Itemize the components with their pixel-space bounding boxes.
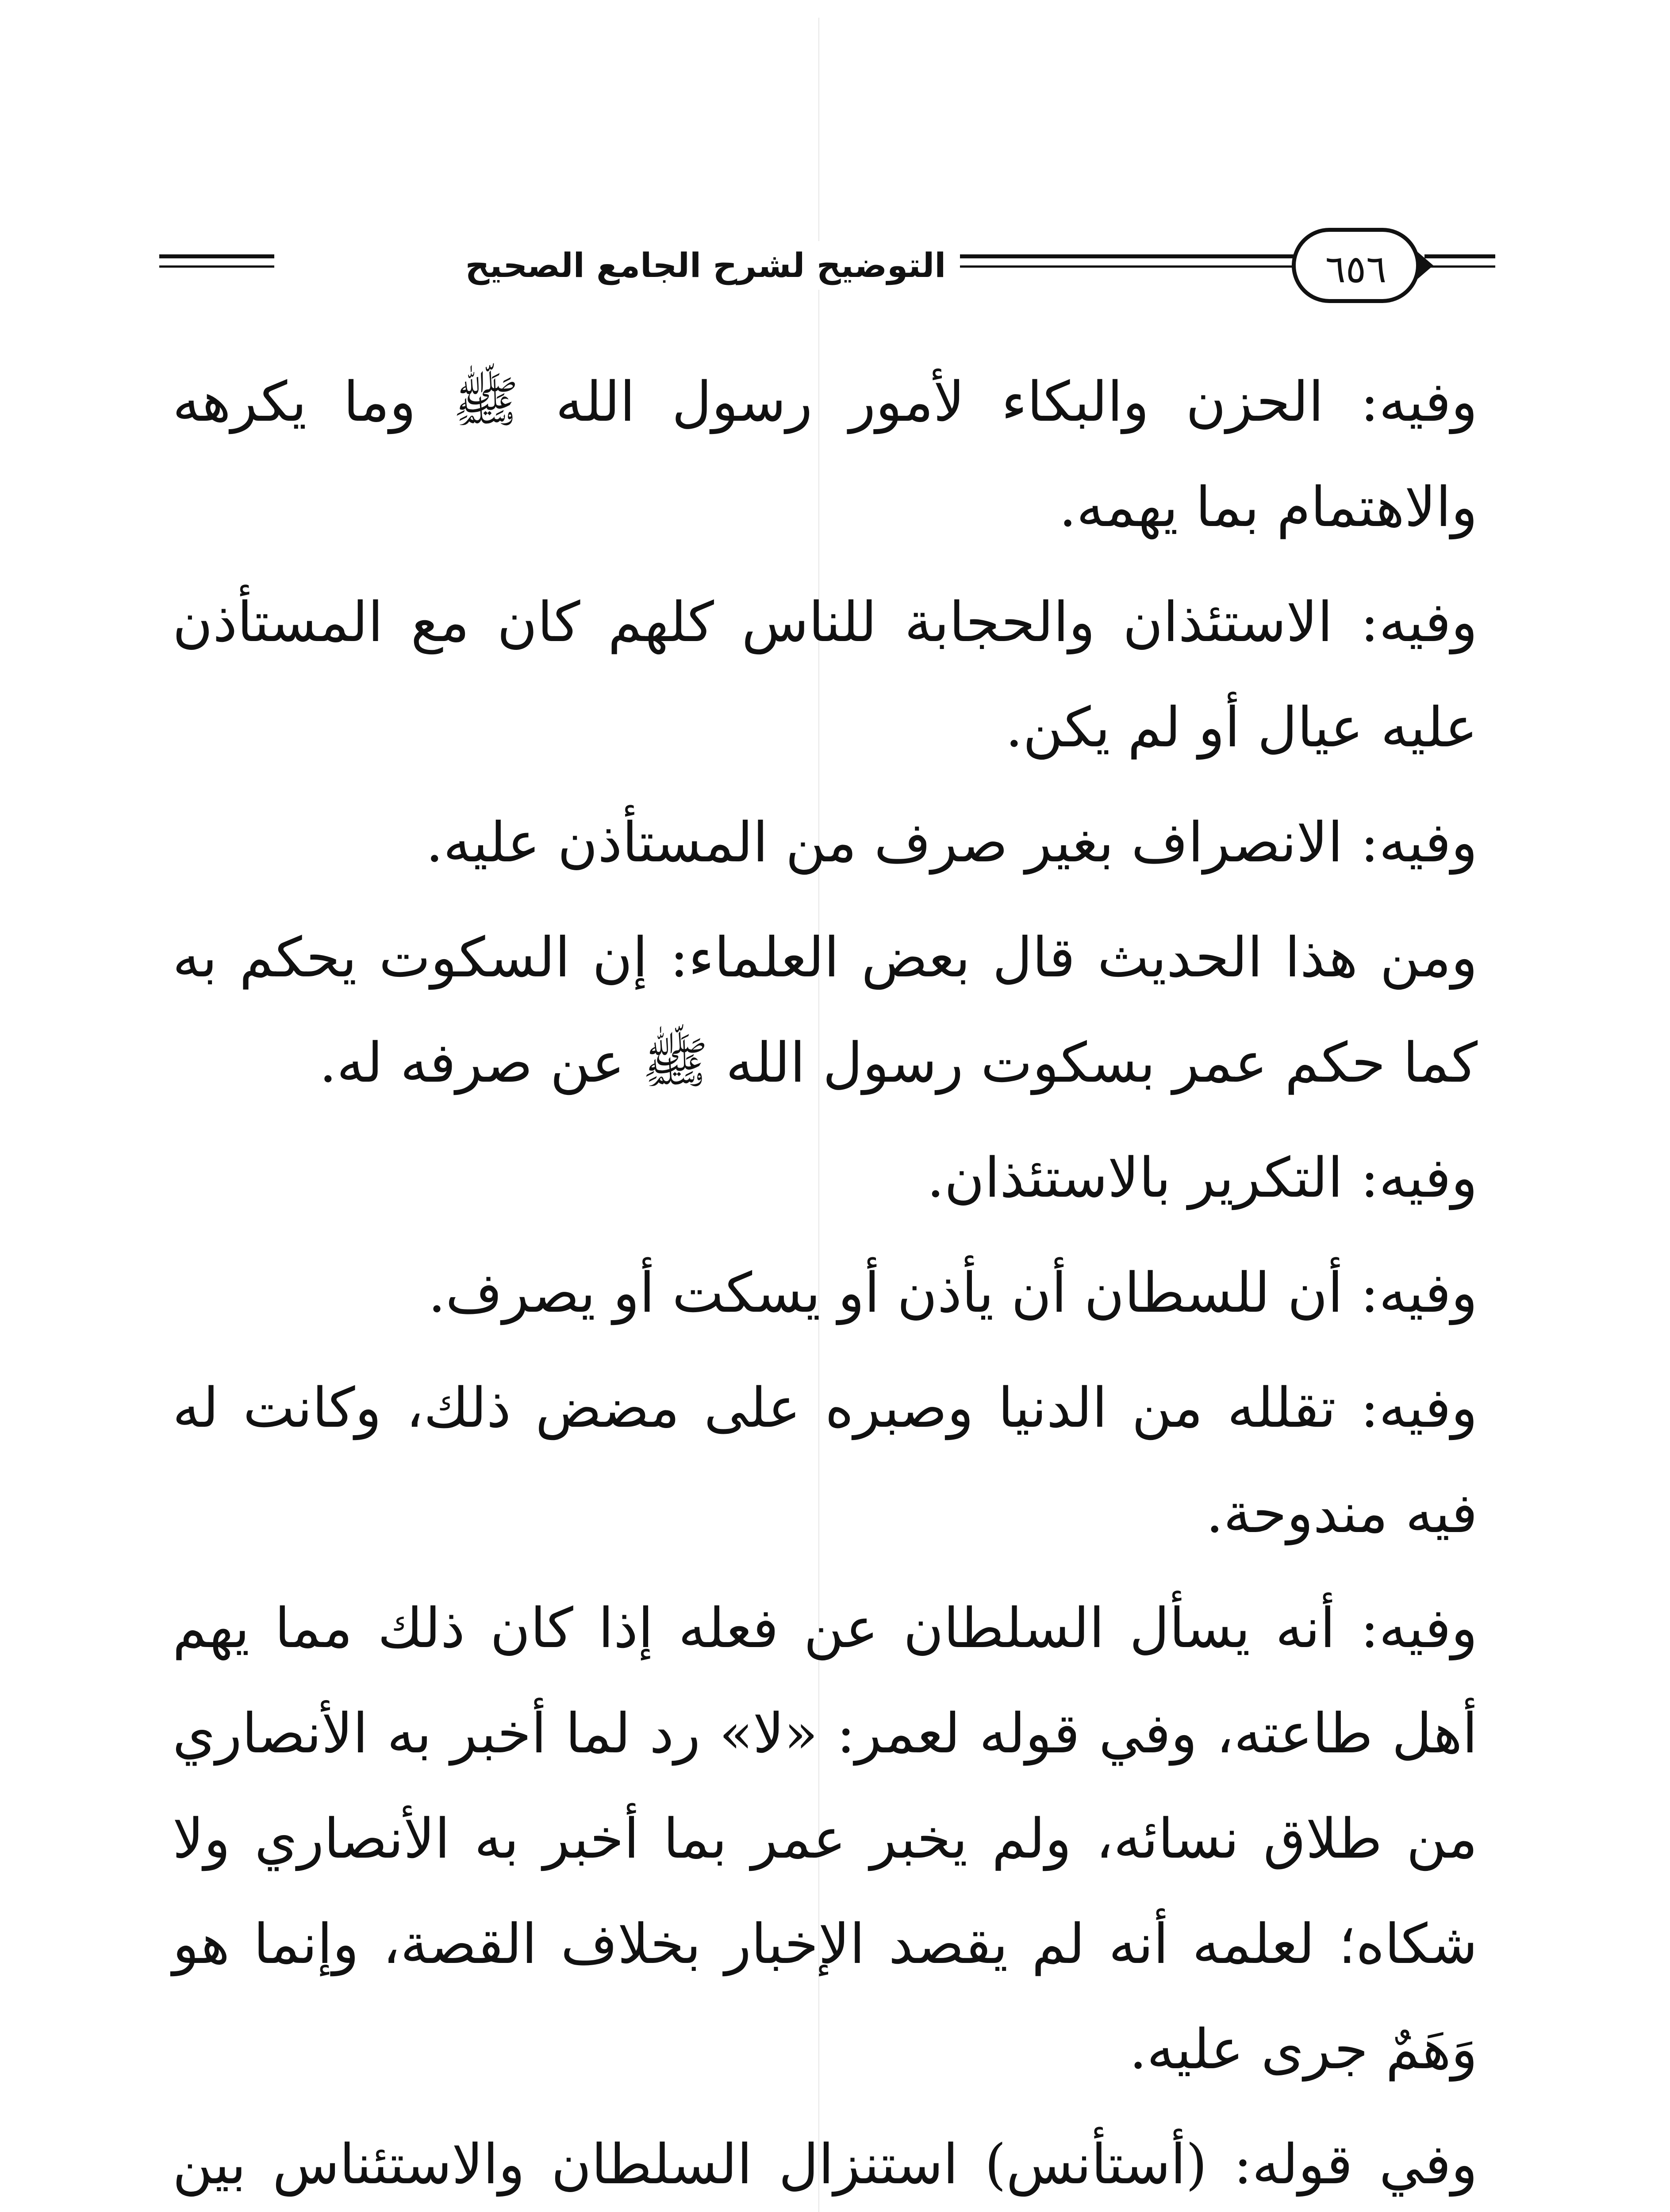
paragraph-1: وفيه: الحزن والبكاء لأمور رسول الله ﷺ وما يكرهه والاهتمام بما يهمه. [173, 370, 1478, 539]
paragraph-5: وفيه: التكرير بالاستئذان. [927, 1146, 1478, 1210]
paragraph-4: ومن هذا الحديث قال بعض العلماء: إن السكوت يحكم به كما حكم عمر بسكوت رسول الله ﷺ عن صرفه له. [173, 926, 1478, 1095]
header-rule-left-bottom [159, 265, 274, 268]
paragraph-8: وفيه: أنه يسأل السلطان عن فعله إذا كان ذلك مما يهم أهل طاعته، وفي قوله لعمر: «لا» رد لما أخبر به الأنصاري من طلاق نسائه، ولم يخبر عمر بما أخبر به الأنصاري ولا شكاه؛ لعلمه أنه لم يقصد الإخبار بخلاف القصة، وإنما هو وَهَمٌ جرى عليه. [173, 1597, 1478, 2081]
header-rule-right-top [1424, 254, 1495, 258]
paragraph-6: وفيه: أن للسطان أن يأذن أو يسكت أو يصرف. [428, 1261, 1478, 1325]
paragraph-9: وفي قوله: (أستأنس) استنزال السلطان والاستئناس بين [173, 2133, 1478, 2197]
paragraph-2: وفيه: الاستئذان والحجابة للناس كلهم كان مع المستأذن عليه عيال أو لم يكن. [173, 591, 1478, 760]
page-header [159, 221, 1495, 310]
page-number: ٦٥٦ [1292, 228, 1420, 303]
paragraph-7: وفيه: تقلله من الدنيا وصبره على مضض ذلك، وكانت له فيه مندوحة. [173, 1376, 1478, 1545]
running-title: التوضيح لشرح الجامع الصحيح [451, 241, 960, 290]
page-body [173, 349, 1478, 2212]
header-rule-left-top [159, 254, 274, 258]
paragraph-3: وفيه: الانصراف بغير صرف من المستأذن عليه. [426, 811, 1478, 875]
header-rule-right-bottom [1424, 265, 1495, 268]
